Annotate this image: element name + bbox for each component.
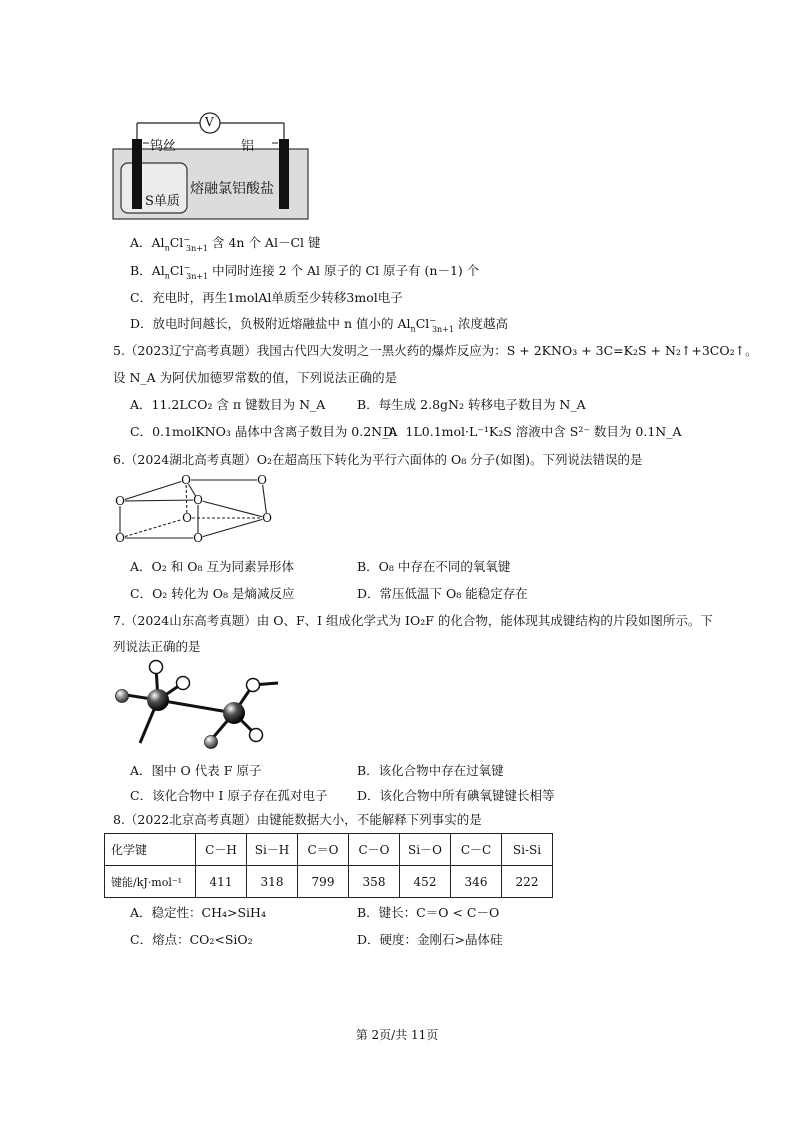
q5-option-d: D．1L0.1mol·L⁻¹K₂S 溶液中含 S²⁻ 数目为 0.1N_A xyxy=(383,424,682,439)
table-cell: 799 xyxy=(298,866,349,898)
left-electrode-label: 钨丝 xyxy=(150,139,177,154)
o-atom: O xyxy=(262,511,272,525)
q7-stem-line2: 列说法正确的是 xyxy=(113,639,201,654)
table-cell: 222 xyxy=(502,866,553,898)
q7-stem-line1: 7.（2024山东高考真题）由 O、F、I 组成化学式为 IO₂F 的化合物，能体现其成键结构的片段如图所示。下 xyxy=(113,613,713,628)
q7-option-a: A．图中 O 代表 F 原子 xyxy=(130,763,262,778)
q6-option-d: D．常压低温下 O₈ 能稳定存在 xyxy=(357,586,528,601)
tungsten-electrode xyxy=(132,139,142,209)
electrolyte-label: 熔融氯铝酸盐 xyxy=(190,181,274,197)
s-label: S单质 xyxy=(145,194,180,209)
q5-option-b: B．每生成 2.8gN₂ 转移电子数目为 N_A xyxy=(357,397,586,412)
q6-option-a: A．O₂ 和 O₈ 互为同素异形体 xyxy=(130,559,294,574)
q5-option-c: C．0.1molKNO₃ 晶体中含离子数目为 0.2N_A xyxy=(130,424,398,439)
q4-option-d: D．放电时间越长，负极附近熔融盐中 n 值小的 $Al_nCl^-_{3n+1}$ 浓度越高 xyxy=(130,315,508,334)
table-row xyxy=(105,866,553,898)
table-cell: Si-Si xyxy=(502,834,553,866)
o-atom: O xyxy=(115,494,125,508)
table-row xyxy=(105,834,553,866)
table-cell: 411 xyxy=(196,866,247,898)
o-atom: O xyxy=(115,531,125,545)
q8-option-b: B．键长：C＝O < C－O xyxy=(357,905,500,920)
aluminum-electrode xyxy=(279,139,289,209)
table-cell: 358 xyxy=(349,866,400,898)
q5-option-a: A．11.2LCO₂ 含 π 键数目为 N_A xyxy=(130,397,326,412)
q5-stem-line2: 设 N_A 为阿伏加德罗常数的值，下列说法正确的是 xyxy=(113,370,398,385)
page-footer: 第 2页/共 11页 xyxy=(355,1028,439,1042)
table-cell: Si－H xyxy=(247,834,298,866)
right-electrode-label: 铝 xyxy=(241,139,255,154)
q7-option-b: B．该化合物中存在过氧键 xyxy=(357,763,504,778)
o-atom: O xyxy=(182,511,192,525)
q8-option-c: C．熔点：CO₂<SiO₂ xyxy=(130,932,253,947)
table-cell: Si－O xyxy=(400,834,451,866)
table-cell: C＝O xyxy=(298,834,349,866)
o8-structure xyxy=(108,470,278,550)
q7-option-d: D．该化合物中所有碘氧键键长相等 xyxy=(357,788,555,803)
q4-option-c: C．充电时，再生1molAl单质至少转移3mol电子 xyxy=(130,290,403,305)
io2f-structure xyxy=(108,655,288,755)
q7-option-c: C．该化合物中 I 原子存在孤对电子 xyxy=(130,788,328,803)
table-cell: C－O xyxy=(349,834,400,866)
q6-option-c: C．O₂ 转化为 O₈ 是熵减反应 xyxy=(130,586,295,601)
table-cell: C－C xyxy=(451,834,502,866)
table-cell: 318 xyxy=(247,866,298,898)
o-atom: O xyxy=(181,473,191,487)
q8-stem: 8.（2022北京高考真题）由键能数据大小，不能解释下列事实的是 xyxy=(113,812,482,827)
q4-option-a: A．$Al_nCl^-_{3n+1}$ 含 4n 个 Al－Cl 键 xyxy=(130,234,321,253)
q8-option-a: A．稳定性：CH₄>SiH₄ xyxy=(130,905,266,920)
table-cell: 键能/kJ·mol⁻¹ xyxy=(105,866,196,898)
table-cell: 452 xyxy=(400,866,451,898)
q5-stem-line1: 5.（2023辽宁高考真题）我国古代四大发明之一黑火药的爆炸反应为：S + 2KNO₃ + 3C=K₂S + N₂↑+3CO₂↑。 xyxy=(113,343,758,358)
table-cell: 346 xyxy=(451,866,502,898)
o-atom: O xyxy=(257,473,267,487)
voltmeter-label: V xyxy=(205,115,214,129)
o-atom: O xyxy=(193,493,203,507)
bond-energy-table xyxy=(104,833,553,898)
q6-option-b: B．O₈ 中存在不同的氧氧键 xyxy=(357,559,511,574)
q6-stem: 6.（2024湖北高考真题）O₂在超高压下转化为平行六面体的 O₈ 分子(如图)。下列说法错误的是 xyxy=(113,452,643,467)
table-cell: C－H xyxy=(196,834,247,866)
q8-option-d: D．硬度：金刚石>晶体硅 xyxy=(357,932,503,947)
table-cell: 化学键 xyxy=(105,834,196,866)
o-atom: O xyxy=(193,531,203,545)
q4-option-b: B．$Al_nCl^-_{3n+1}$ 中同时连接 2 个 Al 原子的 Cl 原子有 (n－1) 个 xyxy=(130,262,480,281)
